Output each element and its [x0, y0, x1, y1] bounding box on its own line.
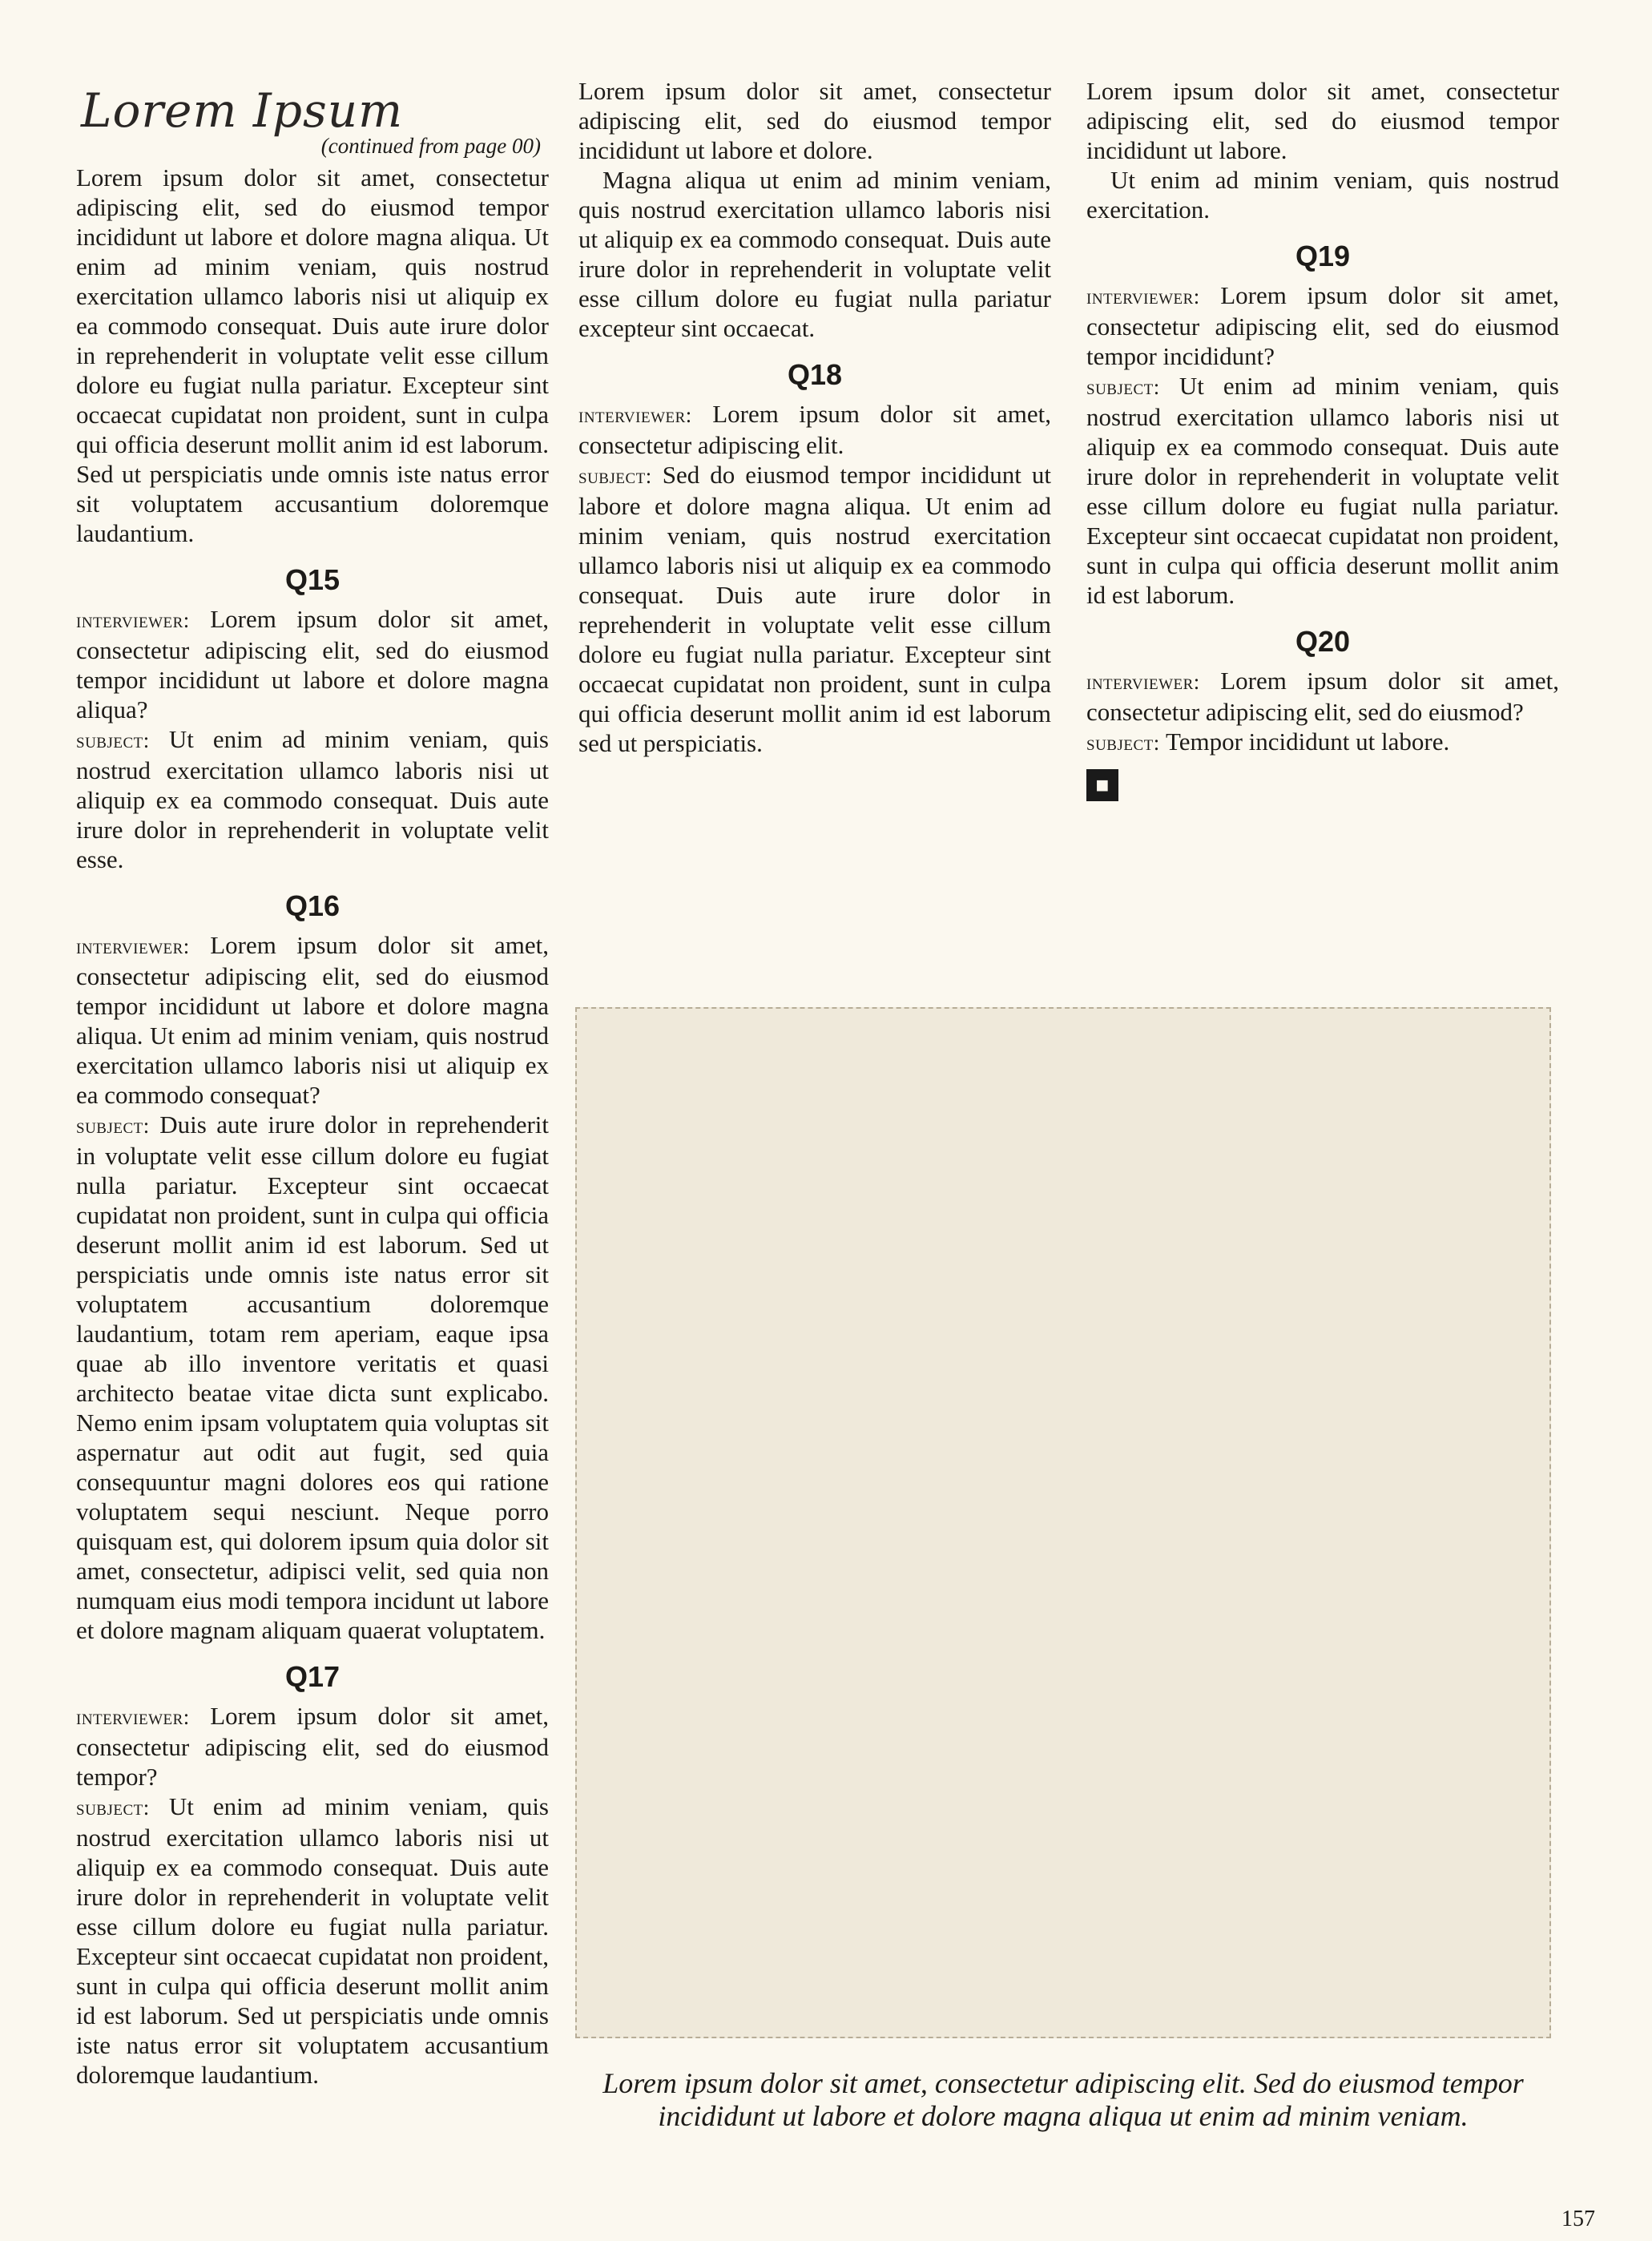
question-heading-q19: Q19: [1295, 240, 1351, 272]
body-paragraph: Ut enim ad minim veniam, quis nostrud exercitation.: [1086, 166, 1559, 224]
column-right: [1086, 76, 1559, 801]
speaker-interviewer: interviewer:: [578, 403, 692, 427]
answer-q18: [578, 460, 1051, 758]
speaker-subject: subject:: [76, 1796, 150, 1820]
answer-text: Ut enim ad minim veniam, quis nostrud exercitation ullamco laboris nisi ut aliquip ex ea commodo consequat. Duis aute irure dolor in reprehenderit in voluptate velit esse cillum dolore eu fugiat nulla pariatur. Excepteur sint occaecat cupidatat non proident, sunt in culpa qui officia deserunt mollit anim id est laborum. Sed ut perspiciatis unde omnis iste natus error sit voluptatem accusantium doloremque laudantium.: [76, 1792, 549, 2089]
column-left: [76, 76, 549, 2090]
article-title: Lorem Ipsum: [81, 83, 404, 138]
continued-paragraph: Lorem ipsum dolor sit amet, consectetur adipiscing elit, sed do eiusmod tempor incididunt ut labore.: [1086, 77, 1559, 164]
answer-q17: [76, 1792, 549, 2090]
question-q18: [578, 399, 1051, 460]
answer-q19: [1086, 371, 1559, 610]
question-heading-q17: Q17: [284, 1660, 340, 1693]
question-text: Lorem ipsum dolor sit amet, consectetur adipiscing elit, sed do eiusmod?: [1086, 667, 1560, 726]
question-heading-q15: Q15: [284, 563, 340, 596]
question-q17: [76, 1701, 549, 1792]
question-text: Lorem ipsum dolor sit amet, consectetur adipiscing elit.: [578, 400, 1052, 459]
question-heading-q20: Q20: [1295, 625, 1351, 658]
cartoon-caption: Lorem ipsum dolor sit amet, consectetur adipiscing elit. Sed do eiusmod tempor incididunt ut labore et dolore magna aliqua ut enim ad minim veniam.: [602, 2067, 1524, 2132]
speaker-interviewer: interviewer:: [76, 934, 190, 958]
question-text: Lorem ipsum dolor sit amet, consectetur adipiscing elit, sed do eiusmod tempor incididunt?: [1086, 281, 1560, 370]
answer-text: Ut enim ad minim veniam, quis nostrud exercitation ullamco laboris nisi ut aliquip ex ea commodo consequat. Duis aute irure dolor in reprehenderit in voluptate velit esse cillum dolore eu fugiat nulla pariatur. Excepteur sint occaecat cupidatat non proident, sunt in culpa qui officia deserunt mollit anim id est laborum.: [1086, 372, 1559, 609]
speaker-interviewer: interviewer:: [76, 1705, 190, 1729]
answer-text: Ut enim ad minim veniam, quis nostrud exercitation ullamco laboris nisi ut aliquip ex ea commodo consequat. Duis aute irure dolor in reprehenderit in voluptate velit esse.: [76, 725, 549, 873]
question-heading-q18: Q18: [787, 358, 843, 391]
question-text: Lorem ipsum dolor sit amet, consectetur adipiscing elit, sed do eiusmod tempor incididunt ut labore et dolore magna aliqua?: [76, 605, 550, 723]
speaker-subject: subject:: [76, 1114, 150, 1138]
answer-text: Sed do eiusmod tempor incididunt ut labore et dolore magna aliqua. Ut enim ad minim veniam, quis nostrud exercitation ullamco laboris nisi ut aliquip ex ea commodo consequat. Duis aute irure dolor in reprehenderit in voluptate velit esse cillum dolore eu fugiat nulla pariatur. Excepteur sint occaecat cupidatat non proident, sunt in culpa qui officia deserunt mollit anim id est laborum sed ut perspiciatis.: [578, 461, 1051, 757]
question-heading-q16: Q16: [284, 889, 340, 922]
continued-paragraph: Lorem ipsum dolor sit amet, consectetur adipiscing elit, sed do eiusmod tempor incididunt ut labore et dolore.: [578, 77, 1051, 164]
question-q19: [1086, 280, 1559, 371]
speaker-interviewer: interviewer:: [1086, 670, 1200, 694]
speaker-interviewer: interviewer:: [1086, 284, 1200, 308]
column-middle: [578, 76, 1051, 758]
answer-q20: [1086, 727, 1559, 758]
answer-q15: [76, 724, 549, 874]
continued-note: (continued from page 00): [320, 134, 541, 158]
question-q15: [76, 604, 549, 724]
question-text: Lorem ipsum dolor sit amet, consectetur adipiscing elit, sed do eiusmod tempor incididunt ut labore et dolore magna aliqua. Ut enim ad minim veniam, quis nostrud exercitation ullamco laboris nisi ut aliquip ex ea commodo consequat?: [76, 931, 550, 1109]
question-q20: [1086, 666, 1559, 727]
body-paragraph: Magna aliqua ut enim ad minim veniam, quis nostrud exercitation ullamco laboris nisi ut aliquip ex ea commodo consequat. Duis aute irure dolor in reprehenderit in voluptate velit esse cillum dolore eu fugiat nulla pariatur excepteur sint occaecat.: [578, 166, 1051, 342]
end-mark-wrap: [1086, 769, 1559, 801]
cartoon-placeholder: [575, 1007, 1551, 2038]
question-text: Lorem ipsum dolor sit amet, consectetur adipiscing elit, sed do eiusmod tempor?: [76, 1702, 550, 1791]
speaker-subject: subject:: [76, 728, 150, 752]
speaker-subject: subject:: [1086, 731, 1160, 755]
speaker-interviewer: interviewer:: [76, 608, 190, 632]
answer-text: Tempor incididunt ut labore.: [1165, 728, 1450, 756]
speaker-subject: subject:: [578, 464, 652, 488]
page-number: 157: [1561, 2207, 1595, 2231]
lead-paragraph: Lorem ipsum dolor sit amet, consectetur adipiscing elit, sed do eiusmod tempor incididunt ut labore et dolore magna aliqua. Ut enim ad minim veniam, quis nostrud exercitation ullamco laboris nisi ut aliquip ex ea commodo consequat. Duis aute irure dolor in reprehenderit in voluptate velit esse cillum dolore eu fugiat nulla pariatur. Excepteur sint occaecat cupidatat non proident, sunt in culpa qui officia deserunt mollit anim id est laborum. Sed ut perspiciatis unde omnis iste natus error sit voluptatem accusantium doloremque laudantium.: [76, 163, 549, 547]
answer-q16: [76, 1110, 549, 1645]
question-q16: [76, 930, 549, 1110]
end-of-article-icon: ■: [1086, 769, 1118, 801]
answer-text: Duis aute irure dolor in reprehenderit in voluptate velit esse cillum dolore eu fugiat nulla pariatur. Excepteur sint occaecat cupidatat non proident, sunt in culpa qui officia deserunt mollit anim id est laborum. Sed ut perspiciatis unde omnis iste natus error sit voluptatem accusantium doloremque laudantium, totam rem aperiam, eaque ipsa quae ab illo inventore veritatis et quasi architecto beatae vitae dicta sunt explicabo. Nemo enim ipsam voluptatem quia voluptas sit aspernatur aut odit aut fugit, sed quia consequuntur magni dolores eos qui ratione voluptatem sequi nesciunt. Neque porro quisquam est, qui dolorem ipsum quia dolor sit amet, consectetur, adipisci velit, sed quia non numquam eius modi tempora incidunt ut labore et dolore magnam aliquam quaerat voluptatem.: [76, 1110, 550, 1644]
speaker-subject: subject:: [1086, 375, 1160, 399]
